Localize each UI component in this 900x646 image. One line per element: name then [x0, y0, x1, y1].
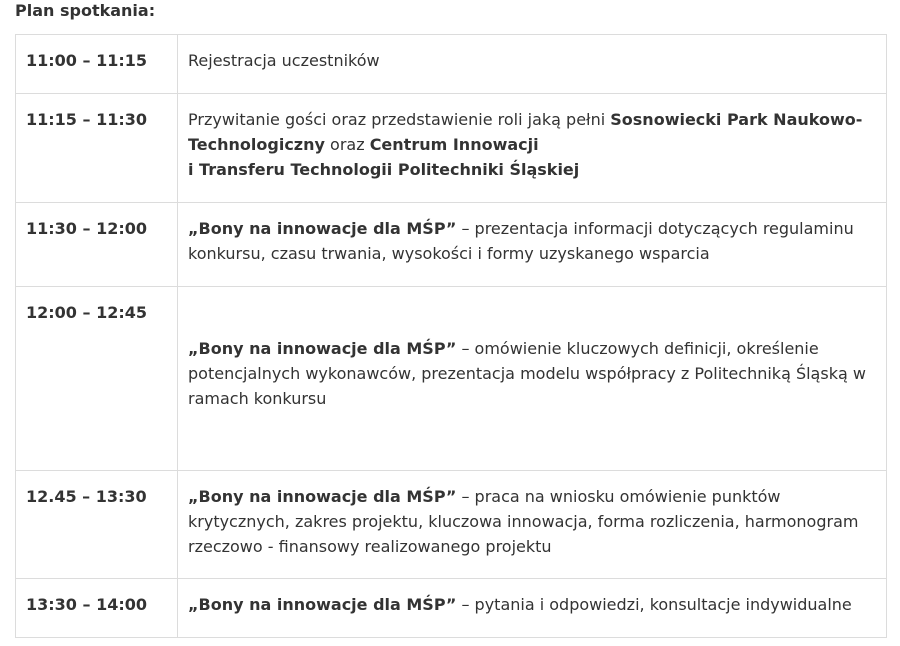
- organization-name: Sosnowiecki Park Naukowo-Technologiczny: [188, 110, 863, 154]
- time-cell: 12.45 – 13:30: [16, 471, 178, 579]
- description-cell: [178, 203, 887, 287]
- description-text: oraz: [324, 135, 370, 154]
- description-text: – praca na wniosku omówienie punktów krytycznych, zakres projektu, kluczowa innowacja, forma rozliczenia, harmonogram rzeczowo - finansowy realizowanego projektu: [188, 487, 859, 556]
- program-name: „Bony na innowacje dla MŚP”: [188, 595, 457, 614]
- table-row: [16, 94, 887, 203]
- program-name: „Bony na innowacje dla MŚP”: [188, 219, 457, 238]
- table-row: [16, 471, 887, 579]
- table-row: [16, 35, 887, 94]
- description-cell: Rejestracja uczestników: [178, 35, 887, 94]
- description-cell: [178, 287, 887, 471]
- schedule-table: [15, 34, 887, 638]
- time-cell: 13:30 – 14:00: [16, 579, 178, 638]
- time-cell: 12:00 – 12:45: [16, 287, 178, 471]
- organization-name: i Transferu Technologii Politechniki Śląskiej: [188, 160, 580, 179]
- description-text: – omówienie kluczowych definicji, określenie potencjalnych wykonawców, prezentacja modelu współpracy z Politechniką Śląską w ramach konkursu: [188, 339, 866, 408]
- table-row: [16, 203, 887, 287]
- page-heading: Plan spotkania:: [15, 1, 156, 20]
- time-cell: 11:15 – 11:30: [16, 94, 178, 203]
- description-cell: [178, 94, 887, 203]
- description-text: Przywitanie gości oraz przedstawienie roli jaką pełni: [188, 110, 611, 129]
- program-name: „Bony na innowacje dla MŚP”: [188, 339, 457, 358]
- program-name: „Bony na innowacje dla MŚP”: [188, 487, 457, 506]
- description-cell: [178, 579, 887, 638]
- time-cell: 11:00 – 11:15: [16, 35, 178, 94]
- table-row: [16, 287, 887, 471]
- description-text: – pytania i odpowiedzi, konsultacje indywidualne: [456, 595, 852, 614]
- table-row: [16, 579, 887, 638]
- description-text: – prezentacja informacji dotyczących regulaminu konkursu, czasu trwania, wysokości i formy uzyskanego wsparcia: [188, 219, 854, 263]
- description-cell: [178, 471, 887, 579]
- time-cell: 11:30 – 12:00: [16, 203, 178, 287]
- organization-name: Centrum Innowacji: [369, 135, 539, 154]
